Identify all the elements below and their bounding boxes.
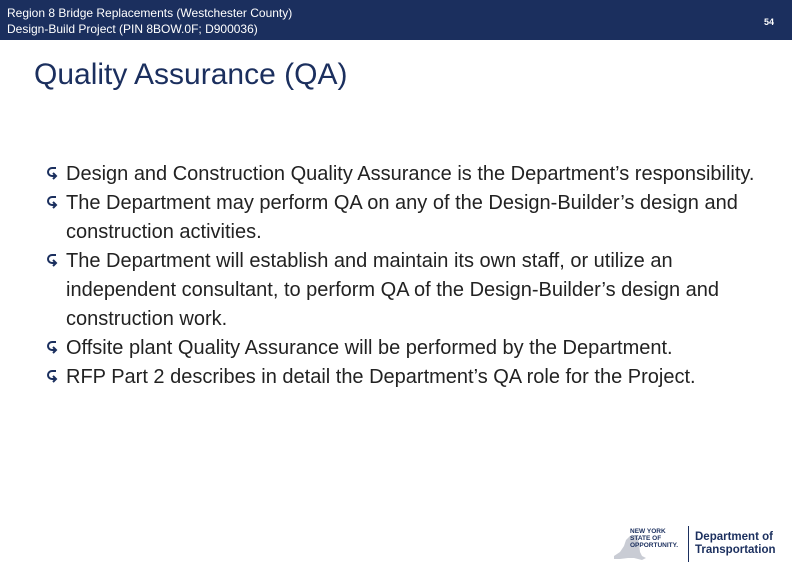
project-name: Region 8 Bridge Replacements (Westchester County) [7,6,293,20]
list-item [46,160,776,189]
curved-arrow-icon [46,340,66,361]
department-name: Department of Transportation [695,531,776,556]
nysdot-logo [608,524,776,564]
project-identifier: Design-Build Project (PIN 8BOW.0F; D900036) [7,22,258,36]
curved-arrow-icon [46,166,66,187]
curved-arrow-icon [46,369,66,390]
curved-arrow-icon [46,195,66,216]
bullet-text: RFP Part 2 describes in detail the Department’s QA role for the Project. [66,366,696,388]
list-item [46,363,776,392]
list-item [46,247,776,334]
bullet-text: Design and Construction Quality Assurance is the Department’s responsibility. [66,163,755,185]
bullet-text: Offsite plant Quality Assurance will be performed by the Department. [66,337,673,359]
logo-divider [688,526,689,562]
curved-arrow-icon [46,253,66,274]
list-item [46,334,776,363]
slide-number: 54 [763,17,774,27]
slide-title: Quality Assurance (QA) [34,58,348,91]
bullet-text: The Department may perform QA on any of the Design-Builder’s design and construction activities. [66,192,738,243]
bullet-text: The Department will establish and maintain its own staff, or utilize an independent consultant, to perform QA of the Design-Builder’s design and construction work. [66,250,720,330]
list-item [46,189,776,247]
state-tagline: NEW YORK STATE OF OPPORTUNITY. [630,528,679,549]
header-bar [0,0,792,40]
bullet-list [46,160,776,392]
